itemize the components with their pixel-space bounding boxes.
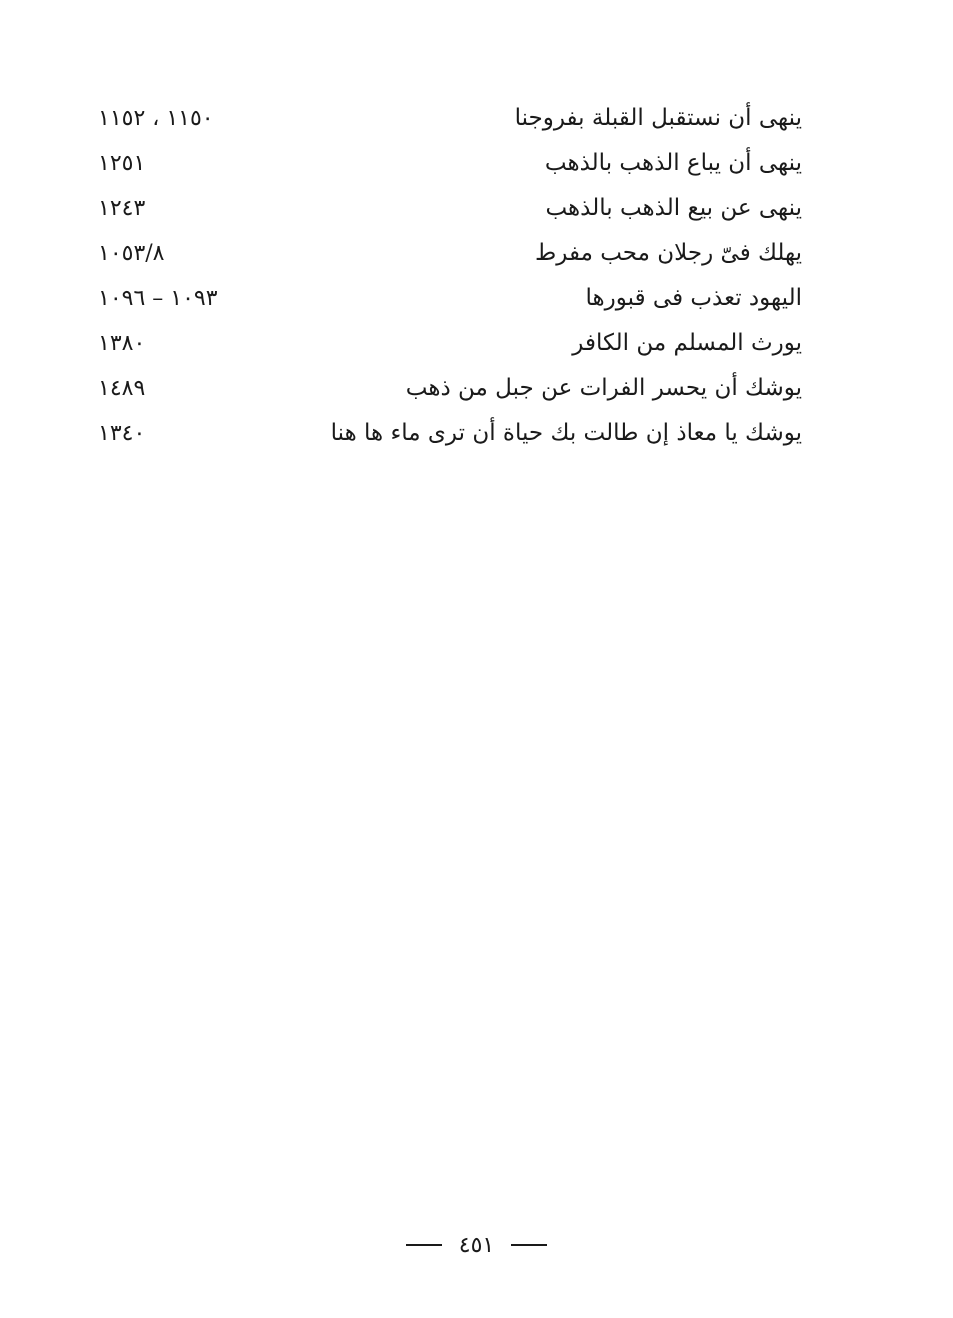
entry-text: اليهود تعذب فى قبورها <box>585 285 802 311</box>
footer-dash-right <box>511 1244 547 1246</box>
entry-references: ١٢٤٣ <box>98 196 146 221</box>
index-entry <box>90 186 802 231</box>
page-number: ٤٥١ <box>458 1232 495 1258</box>
entry-references: ١٣٤٠ <box>98 421 146 446</box>
entry-references: ١٢٥١ <box>98 151 146 176</box>
entry-text: ينهى أن يباع الذهب بالذهب <box>544 150 802 176</box>
index-entry <box>90 96 802 141</box>
page-footer <box>0 1232 953 1258</box>
entry-references: ١٤٨٩ <box>98 376 146 401</box>
footer-dash-left <box>406 1244 442 1246</box>
entry-text: ينهى أن نستقبل القبلة بفروجنا <box>514 105 802 131</box>
index-entry <box>90 231 802 276</box>
entry-text: يوشك يا معاذ إن طالت بك حياة أن ترى ماء ها هنا <box>330 420 802 446</box>
entry-references: ١٣٨٠ <box>98 331 146 356</box>
entry-references: ١٠٩٣ – ١٠٩٦ <box>98 286 218 311</box>
entry-text: ينهى عن بيع الذهب بالذهب <box>545 195 802 221</box>
index-entry <box>90 411 802 456</box>
index-entry <box>90 141 802 186</box>
hadith-index-list <box>90 96 802 456</box>
index-entry <box>90 276 802 321</box>
entry-text: يهلك فىّ رجلان محب مفرط <box>534 240 802 266</box>
entry-references: ١٠٥٣/٨ <box>98 241 165 266</box>
entry-references: ١١٥٠ ، ١١٥٢ <box>98 106 214 131</box>
index-entry <box>90 321 802 366</box>
entry-text: يورث المسلم من الكافر <box>572 330 802 356</box>
index-entry <box>90 366 802 411</box>
entry-text: يوشك أن يحسر الفرات عن جبل من ذهب <box>405 375 802 401</box>
